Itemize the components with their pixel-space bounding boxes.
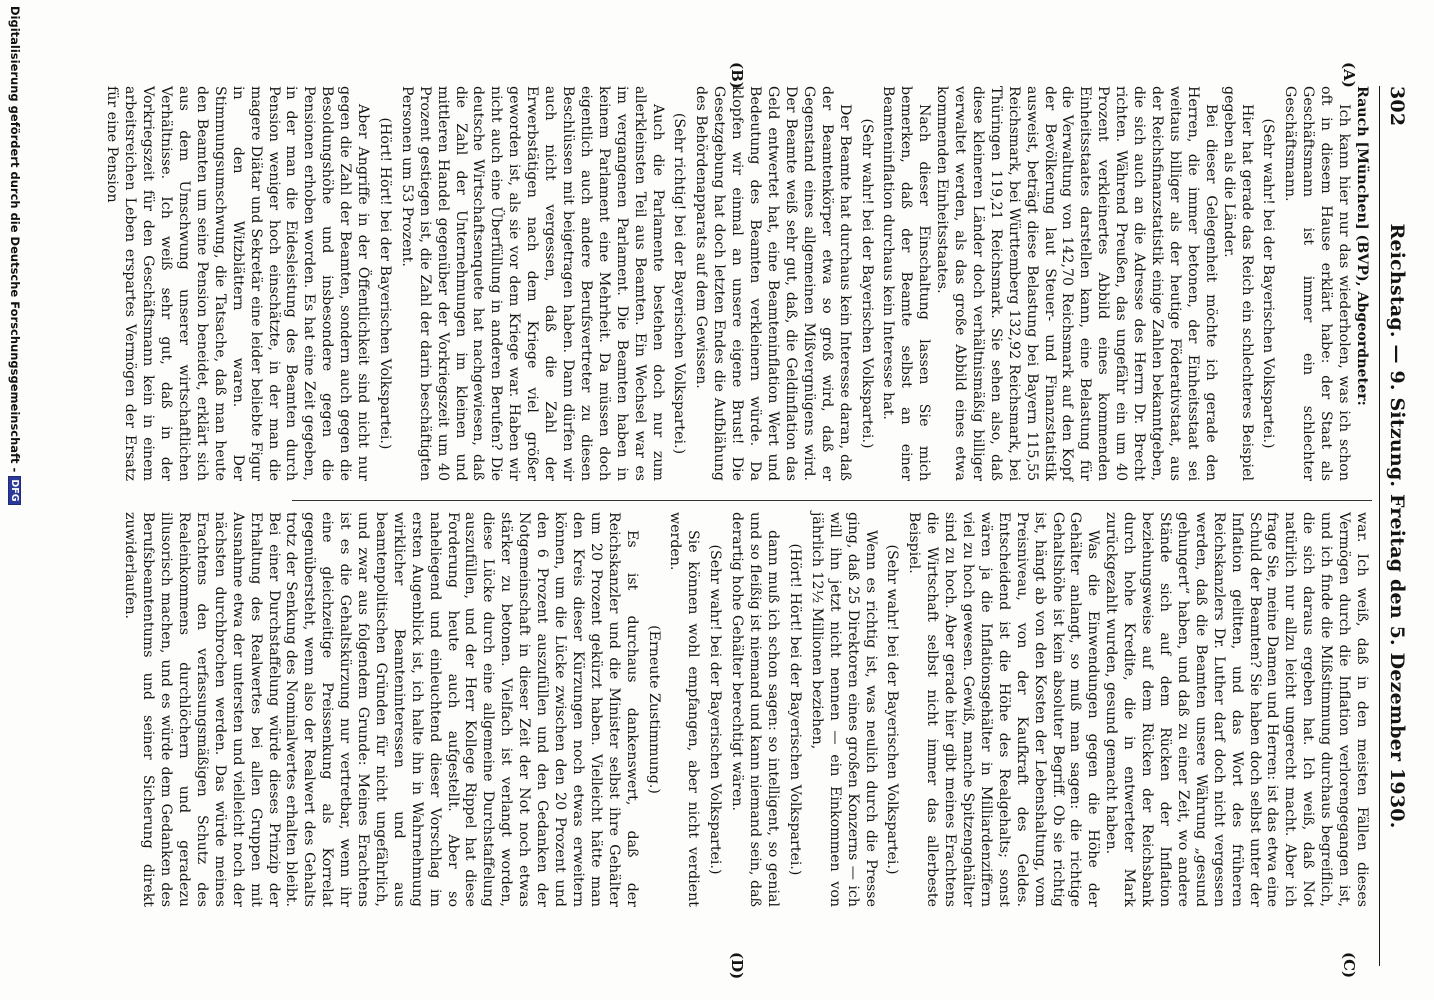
paragraph: dann muß ich schon sagen: so intelligent, so genial und so fleißig ist niemand und kann niemand sein, daß derartig hohe Gehälter berechtigt wären. [729, 512, 781, 907]
interjection: (Sehr wahr! bei der Bayerischen Volkspartei.) [1260, 118, 1277, 449]
paragraph: Auch die Parlamente bestehen doch nur zum allerkleinsten Teil aus Beamten. Ein Wechsel war es im vergangenen Parlament. Die Beamten haben in keinem Parlament eine Mehrheit. Da müssen doch eigentlich auch andere Berufsvertreter zu diesen Beschlüssen mit beigetragen haben. Dann dürfen wir auch nicht vergessen, daß die Zahl der Erwerbstätigen nach dem Kriege viel größer geworden ist, als sie vor dem Kriege war. Haben wir nicht auch eine Überfüllung in anderen Berufen? Die deutsche Wirtschaftsenquete hat nachgewiesen, daß die Zahl der Unternehmungen im kleinen und mittleren Handel gegenüber der Vorkriegszeit um 40 Prozent gestiegen ist, die Zahl der darin beschäftigten Personen um 53 Prozent. [398, 86, 666, 481]
paragraph: Hier hat gerade das Reich ein schlechteres Beispiel gegeben als die Länder. [1220, 86, 1255, 481]
paragraph: Ich kann hier nur das wiederholen, was ich schon oft in diesem Hause erklärt habe: der Staat als Geschäftsmann ist immer ein schlechter Geschäftsmann. [1282, 86, 1353, 481]
margin-mark-b: (B) [728, 62, 746, 89]
digitization-credit [0, 0, 22, 1006]
interjection: (Hört! Hört! bei der Bayerischen Volkspartei.) [376, 117, 393, 450]
paragraph: Der Beamte hat durchaus kein Interesse daran, daß der Beamtenkörper etwa so groß wird, daß er Gegenstand eines allgemeinen Mißvergnügens wird. Der Beamte weiß sehr gut, daß, die Geldinflation das Geld entwertet hat, eine Beamteninflation Wert und Bedeutung des Beamten verkleinern würde. Da klopfen wir einmal an unsere eigene Brust! Die Gesetzgebung hat doch letzten Endes die Aufblähung des Behördenapparats auf dem Gewissen. [693, 86, 853, 481]
paragraph: Es ist durchaus dankenswert, daß der Reichskanzler und die Minister selbst ihre Gehälter um 20 Prozent gekürzt haben. Vielleicht hätte man den Kreis dieser Kürzungen noch etwas erweitern können, um die Lücke zwischen den 20 Prozent und den 6 Prozent auszufüllen und den Gedanken der Notgemeinschaft in dieser Zeit der Not noch etwas stärker zu betonen. Vielfach ist verlangt worden, diese Lücke durch eine allgemeine Durchstaffelung auszufüllen, und der Herr Kollege Rippel hat diese Forderung heute auch aufgestellt. Aber so naheliegend und einleuchtend dieser Vorschlag im ersten Augenblick ist, ich halte ihn in Wahrnehmung wirklicher Beamteninteressen und aus beamtenpolitischen Gründen für nicht ungefährlich, und zwar aus folgendem Grunde: Meines Erachtens ist es die Gehaltskürzung nur vertretbar, wenn ihr eine gleichzeitige Preissenkung als Korrelat gegenübersteht, wenn also der Realwert des Gehalts trotz der Senkung des Nominalwertes erhalten bleibt. Bei einer Durchstaffelung würde dieses Prinzip der Erhaltung des Realwertes bei allen Gruppen mit Ausnahme etwa der untersten und vielleicht noch der nächsten durchbrochen werden. Das würde meines Erachtens den verfassungsmäßigen Schutz des Realeinkommens durchlöchern und geradezu illusorisch machen, und es würde dem Gedanken des Berufsbeamtentums und seiner Sicherung direkt zuwiderlaufen. [122, 512, 640, 907]
session-headline: Reichstag. — 9. Sitzung. Freitag den 5. Dezember 1930. [1386, 223, 1408, 829]
paragraph: Aber Angriffe in der Öffentlichkeit sind nicht nur gegen die Zahl der Beamten, sondern auch gegen die Besoldungshöhe und insbesondere gegen die Pensionen erhoben worden. Es hat eine Zeit gegeben, in der man die Eidesleistung des Beamten durch Pension weniger hoch einschätzte, in der man die magere Diätar und Sekretär eine leider beliebte Figur in den Witzblättern waren. Der Stimmungsumschwung, die Tatsache, daß man heute den Beamten um seine Pension beneidet, erklärt sich aus dem Umschwung unserer wirtschaftlichen Verhältnisse. Ich weiß sehr gut, daß in der Vorkriegszeit für den Geschäftsmann kein in einem arbeitsreichen Leben erspartes Vermögen der Ersatz für eine Pension [104, 86, 372, 481]
paragraph: Bei dieser Gelegenheit möchte ich gerade den Herren, die immer betonen, der Einheitsstaat sei weitaus billiger als der heutige Föderativstaat, aus der Reichsfinanzstatistik einige Zahlen bekanntgeben, die sich auch an die Adresse des Herrn Dr. Brecht richten. Während Preußen, das ungefähr ein um 40 Prozent verkleinertes Abbild eines kommenden Einheitsstaates darstellen kann, eine Belastung für die Verwaltung von 142,70 Reichsmark auf den Kopf der Bevölkerung laut Steuer- und Finanzstatistik ausweist, beträgt diese Belastung bei Bayern 115,55 Reichsmark, bei Württemberg 132,92 Reichsmark, bei Thüringen 119,21 Reichsmark. Sie sehen also, daß diese kleineren Länder doch verhältnismäßig billiger verwaltet werden, als das große Abbild eines etwa kommenden Einheitsstaates. [934, 86, 1219, 481]
interjection: (Hört! Hört! bei der Bayerischen Volkspartei.) [786, 543, 803, 876]
margin-mark-c: (C) [1340, 952, 1358, 979]
interjection: (Sehr richtig! bei der Bayerischen Volkspartei.) [671, 112, 688, 455]
paragraph: Wenn es richtig ist, was neulich durch die Presse ging, daß 25 Direktoren eines großen Konzerns — ich will ihn jetzt nicht nennen — ein Einkommen von jährlich 12½ Millionen beziehen, [808, 512, 879, 907]
margin-mark-d: (D) [728, 952, 746, 980]
paragraph: Nach dieser Einschaltung lassen Sie mich bemerken, daß der Beamte selbst an einer Beamteninflation durchaus kein Interesse hat. [880, 86, 933, 481]
credit-text: Digitalisierung gefördert durch die Deutsche Forschungsgemeinschaft - [8, 6, 22, 473]
page-number: 302 [1386, 86, 1408, 127]
interjection: (Sehr wahr! bei der Bayerischen Volkspartei.) [707, 544, 724, 875]
right-text-column [122, 512, 1370, 907]
dfg-logo: DFG [8, 476, 21, 504]
running-head [1379, 86, 1410, 966]
paragraph: Sie können wohl empfangen, aber nicht verdient werden. [667, 512, 702, 907]
paragraph: war. Ich weiß, daß in den meisten Fällen dieses Vermögen durch die Inflation verlorengegangen ist, und ich finde die Mißstimmung durchaus begreiflich, die sich daraus ergeben hat. Ich weiß, daß Not natürlich nur allzu leicht ungerecht macht. Aber ich frage Sie, meine Damen und Herren: ist das etwa eine Schuld der Beamten? Sie haben doch selbst unter der Inflation gelitten, und das Wort des früheren Reichskanzlers Dr. Luther darf doch nicht vergessen werden, daß die Beamten unsere Währung „gesund gehungert“ haben, und daß zu einer Zeit, wo andere Stände sich auf dem Rücken der Inflation beziehungsweise auf dem Rücken der Reichsbank durch hohe Kredite, die in entwerteter Mark zurückgezahlt wurden, gesund gemacht haben. [1103, 512, 1370, 907]
left-text-column [104, 86, 1370, 481]
margin-mark-a: (A) [1340, 62, 1358, 88]
interjection: (Sehr wahr! bei der Bayerischen Volkspartei.) [858, 118, 875, 449]
interjection: (Sehr wahr! bei der Bayerischen Volkspartei.) [884, 544, 901, 875]
column-divider [292, 500, 1372, 501]
speaker-line: Rauch [München] (BVP), Abgeordneter: [1354, 86, 1370, 406]
paragraph: Was die Einwendungen gegen die Höhe der Gehälter anlangt, so muß man sagen: die richtige Gehaltshöhe ist kein absoluter Begriff. Ob sie richtig ist, hängt ab von den Kosten der Lebenshaltung, vom Preisniveau, von der Kaufkraft des Geldes. Entscheidend ist die Höhe des Realgehalts; sonst wären ja die Inflationsgehälter in Milliardenziffern viel zu hoch gewesen. Gewiß, manche Spitzengehälter sind zu hoch. Aber gerade hier gibt meines Erachtens die Wirtschaft selbst nicht immer das allerbeste Beispiel. [906, 512, 1102, 907]
interjection: (Erneute Zustimmung.) [645, 625, 662, 794]
